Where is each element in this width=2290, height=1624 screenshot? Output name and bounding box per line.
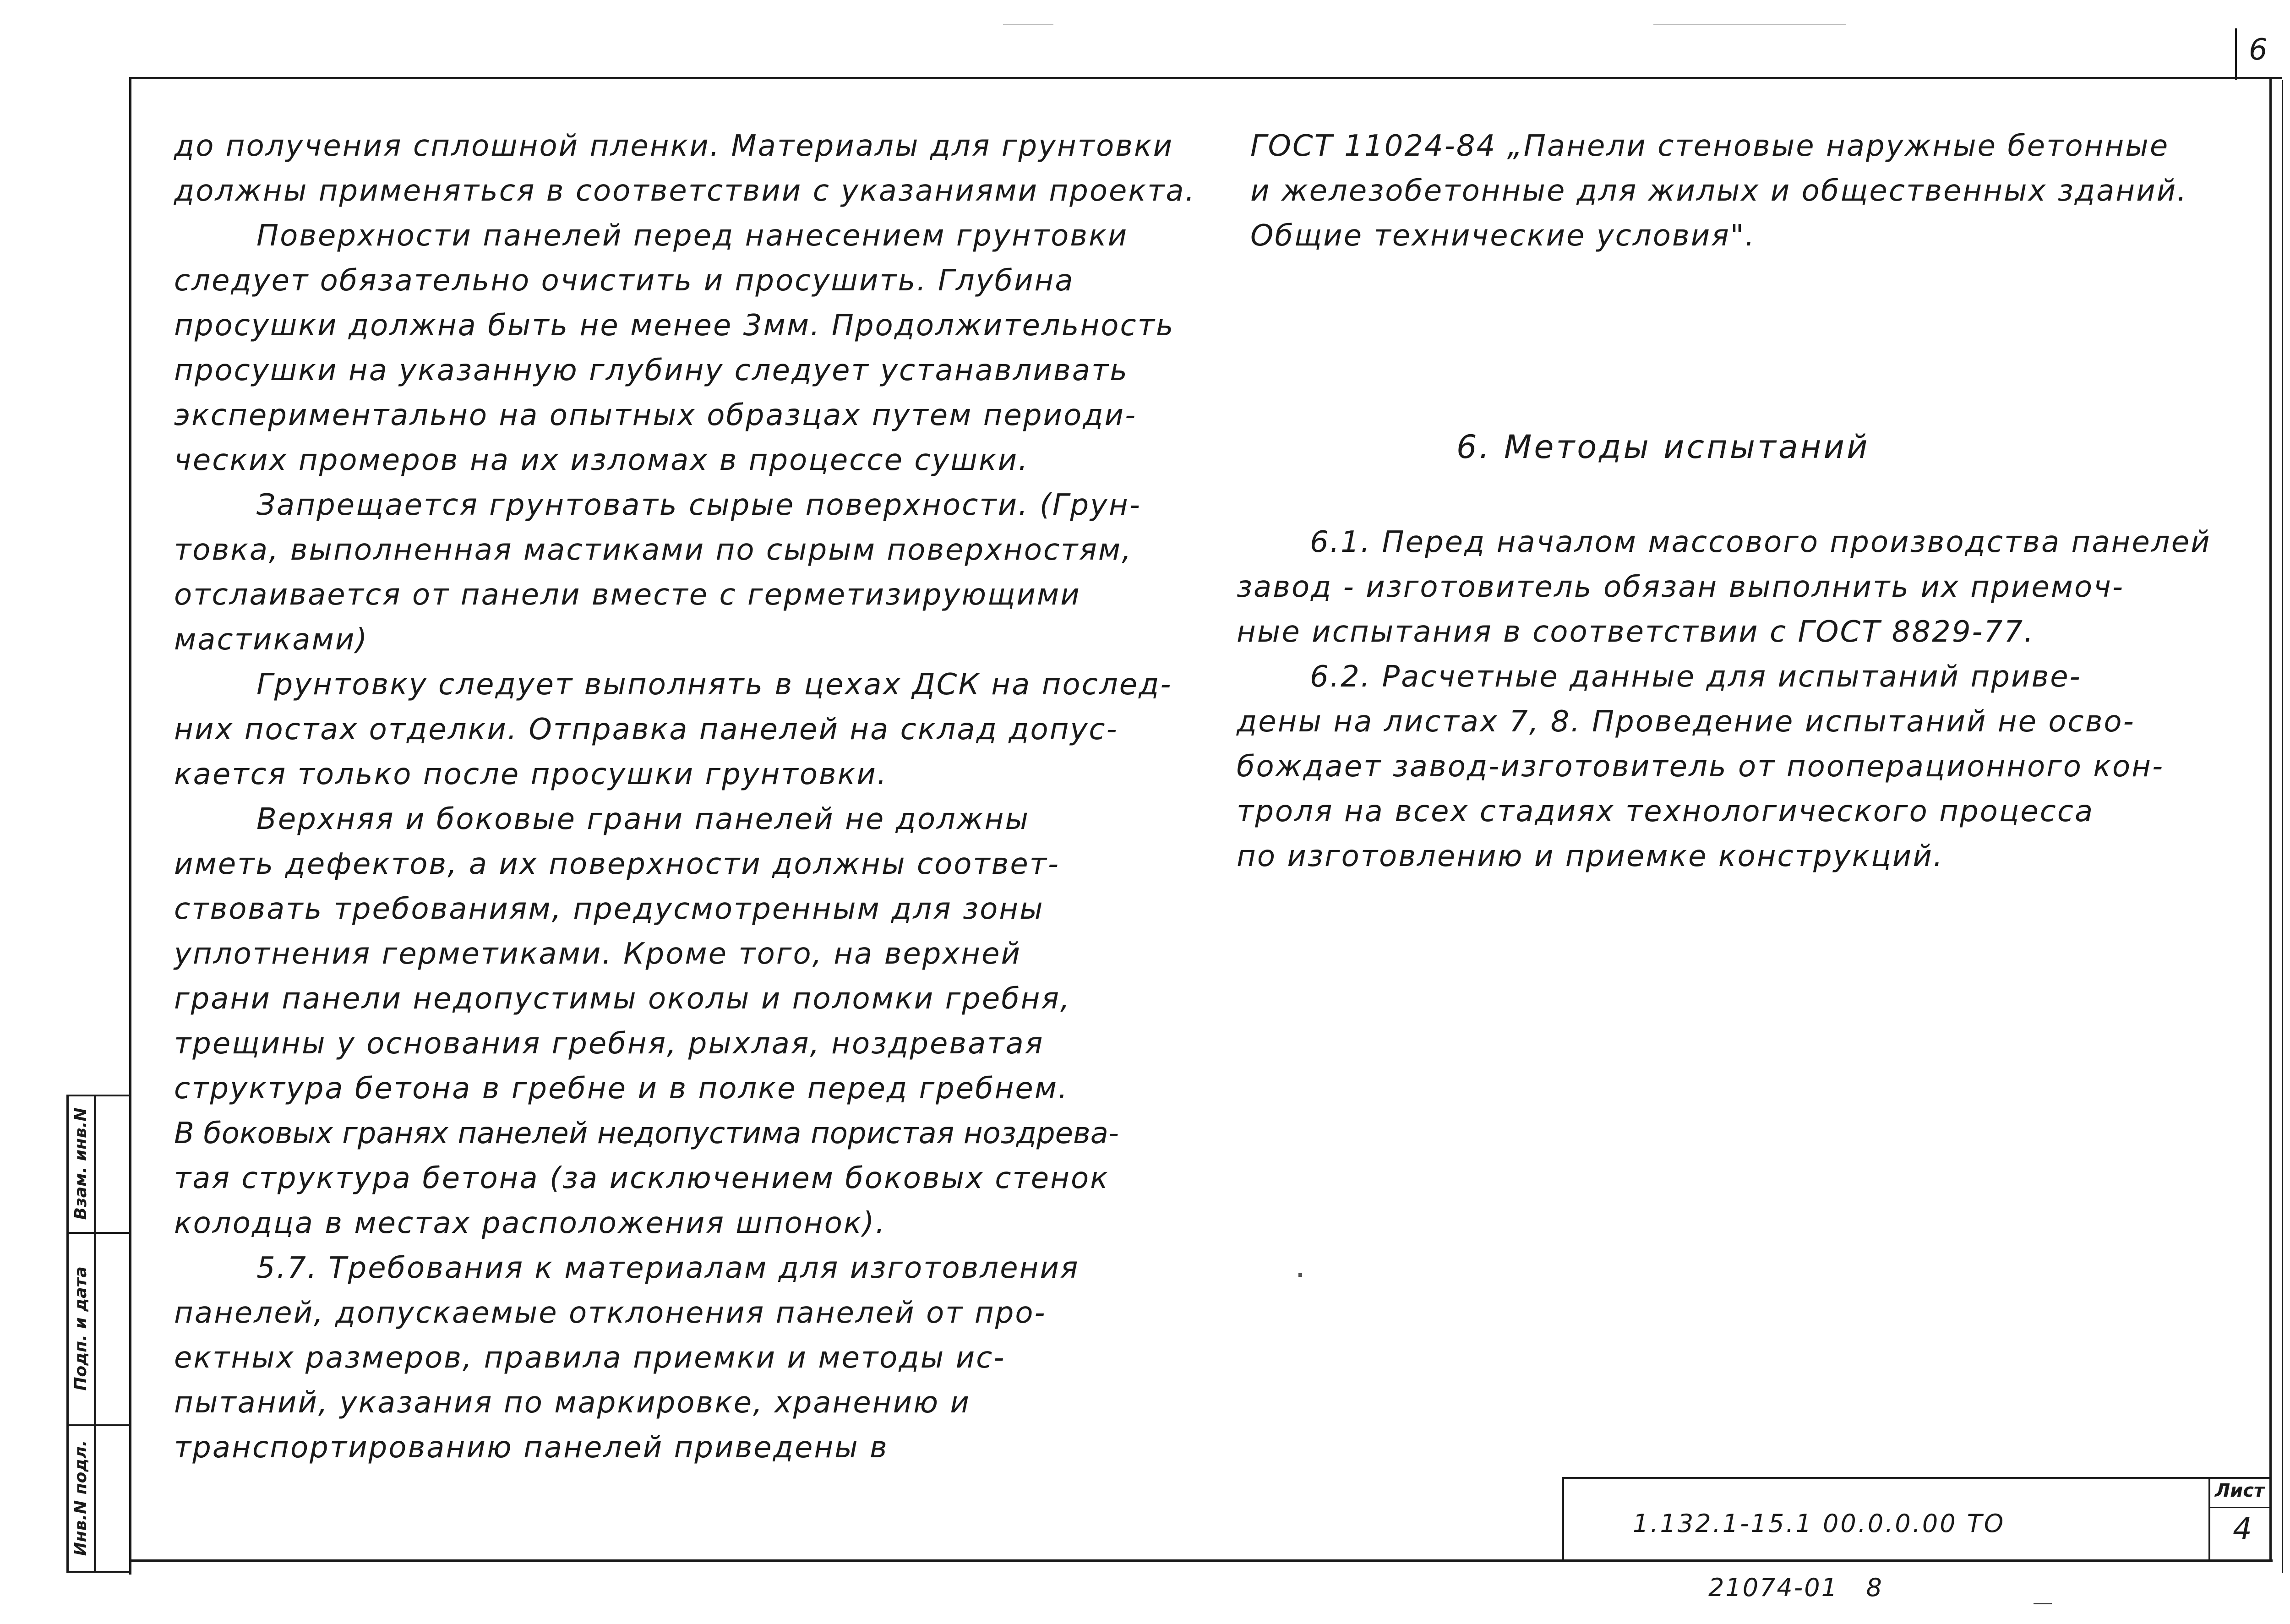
frame-right [2269,77,2272,1562]
left-line: кается только после просушки грунтовки. [174,758,888,791]
bottom-note: 21074-01 8 [1708,1573,1883,1602]
left-line: отслаивается от панели вместе с герметизирующими [174,578,1081,612]
title-block-sheet-divider [2208,1477,2210,1562]
left-line: до получения сплошной пленки. Материалы для грунтовки [174,129,1174,163]
left-line: структура бетона в гребне и в полке перед гребнем. [174,1072,1069,1106]
left-line: товка, выполненная мастиками по сырым поверхностям, [174,533,1133,567]
left-line: иметь дефектов, а их поверхности должны соответ- [174,847,1060,881]
section-line: троля на всех стадиях технологического процесса [1237,795,2094,828]
left-line: В боковых гранях панелей недопустима пористая ноздрева- [174,1117,1119,1150]
section-line: ные испытания в соответствии с ГОСТ 8829-77. [1237,615,2035,649]
left-line: грани панели недопустимы околы и поломки гребня, [174,982,1071,1016]
left-line: них постах отделки. Отправка панелей на склад допус- [174,713,1118,747]
left-line: уплотнения герметиками. Кроме того, на верхней [174,937,1022,971]
faint-mark-top-right [1653,24,1846,25]
right-line: ГОСТ 11024-84 „Панели стеновые наружные бетонные [1250,129,2170,163]
left-line: экспериментально на опытных образцах путем периоди- [174,398,1137,432]
left-line: тая структура бетона (за исключением боковых стенок [174,1161,1109,1195]
right-line: и железобетонные для жилых и общественных зданий. [1250,174,2188,208]
designation: 1.132.1-15.1 00.0.0.00 ТО [1633,1509,2006,1538]
frame-left [129,77,131,1575]
left-line: Грунтовку следует выполнять в цехах ДСК на послед- [256,668,1172,702]
left-line: Поверхности панелей перед нанесением грунтовки [256,219,1129,253]
section-title: 6. Методы испытаний [1456,428,1870,466]
side-stamp-col-divider [94,1095,96,1571]
left-line: просушки на указанную глубину следует устанавливать [174,354,1129,387]
section-line: по изготовлению и приемке конструкций. [1237,839,1944,873]
title-block-sheet-label-line [2208,1507,2271,1508]
section-line: 6.1. Перед началом массового производства панелей [1310,525,2211,559]
left-line: ческих промеров на их изломах в процессе сушки. [174,443,1029,477]
title-block-top [1562,1477,2271,1479]
sheet-number: 4 [2233,1511,2252,1547]
sheet-label: Лист [2215,1480,2265,1501]
left-line: Верхняя и боковые грани панелей не должны [256,802,1030,836]
faint-mark-top-left [1003,24,1053,25]
left-line: транспортированию панелей приведены в [174,1431,889,1465]
page-number-box-left [2235,28,2237,80]
stray-dot [1298,1273,1302,1277]
left-line: должны применяться в соответствии с указаниями проекта. [174,174,1196,208]
left-line: трещины у основания гребня, рыхлая, ноздреватая [174,1027,1044,1061]
left-line: следует обязательно очистить и просушить. Глубина [174,264,1074,298]
section-line: завод - изготовитель обязан выполнить их приемоч- [1237,570,2125,604]
section-line: дены на листах 7, 8. Проведение испытаний не осво- [1237,705,2135,739]
section-line: 6.2. Расчетные данные для испытаний приве- [1310,660,2082,694]
side-stamp-top [66,1095,131,1096]
left-line: просушки должна быть не менее 3мм. Продолжительность [174,309,1175,343]
page-number: 6 [2249,33,2268,67]
side-label-vzam-inv: Взам. инв.N [71,1107,90,1220]
left-line: ствовать требованиям, предусмотренным для зоны [174,892,1044,926]
frame-top [129,77,2282,79]
frame-right-outer [2282,80,2283,1573]
left-line: пытаний, указания по маркировке, хранению и [174,1386,971,1420]
left-line: панелей, допускаемые отклонения панелей от про- [174,1296,1047,1330]
side-label-podp-data: Подп. и дата [71,1266,90,1391]
title-block-left [1562,1477,1564,1562]
right-line: Общие технические условия". [1250,219,1756,253]
left-line: ектных размеров, правила приемки и методы ис- [174,1341,1006,1375]
left-line: Запрещается грунтовать сырые поверхности. (Грун- [256,488,1141,522]
left-line: мастиками) [174,623,369,657]
left-line: колодца в местах расположения шпонок). [174,1206,886,1240]
side-label-inv-podl: Инв.N подл. [71,1440,90,1556]
bottom-dash [2034,1603,2052,1604]
left-line: 5.7. Требования к материалам для изготовления [256,1251,1080,1285]
frame-bottom [129,1559,2273,1562]
side-stamp-left [66,1095,69,1571]
section-line: бождает завод-изготовитель от пооперационного кон- [1237,750,2165,784]
